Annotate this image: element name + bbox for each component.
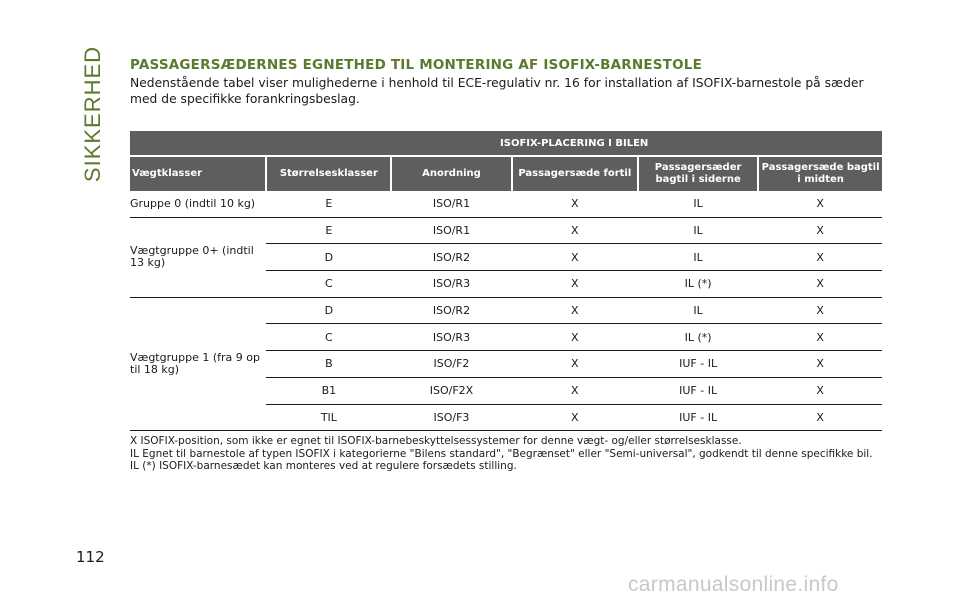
column-header: Størrelsesklasser: [266, 156, 391, 191]
table-cell: ISO/R3: [391, 324, 511, 351]
table-cell: IUF - IL: [638, 377, 758, 404]
table-cell: X: [512, 324, 639, 351]
table-cell: ISO/R1: [391, 191, 511, 217]
table-cell: ISO/R3: [391, 271, 511, 298]
page-number: 112: [76, 548, 105, 566]
table-cell: ISO/F2X: [391, 377, 511, 404]
table-cell: ISO/R2: [391, 297, 511, 324]
weight-class-cell: Gruppe 0 (indtil 10 kg): [130, 191, 266, 217]
table-cell: X: [758, 217, 882, 244]
table-cell: D: [266, 244, 391, 271]
intro-paragraph: Nedenstående tabel viser mulighederne i henhold til ECE-regulativ nr. 16 for installation af ISOFIX-barnestole på sæder med de specifikke forankringsbeslag.: [130, 76, 864, 106]
table-cell: C: [266, 324, 391, 351]
table-cell: X: [758, 244, 882, 271]
table-header-spacer: [130, 131, 266, 156]
table-cell: D: [266, 297, 391, 324]
column-header: Anordning: [391, 156, 511, 191]
table-cell: IL: [638, 217, 758, 244]
table-cell: IL (*): [638, 271, 758, 298]
table-cell: X: [512, 377, 639, 404]
weight-class-cell: Vægtgruppe 1 (fra 9 op til 18 kg): [130, 297, 266, 430]
legend-note: IL (*) ISOFIX-barnesædet kan monteres ved at regulere forsædets stilling.: [130, 460, 517, 473]
table-cell: C: [266, 271, 391, 298]
table-cell: ISO/R1: [391, 217, 511, 244]
table-cell: IL (*): [638, 324, 758, 351]
table-cell: IL: [638, 191, 758, 217]
table-cell: E: [266, 217, 391, 244]
table-cell: X: [512, 297, 639, 324]
table-cell: X: [512, 271, 639, 298]
legend-note: IL Egnet til barnestole af typen ISOFIX i kategorierne "Bilens standard", "Begrænset" eller "Semi-universal", godkendt til denne specifikke bil.: [130, 447, 873, 460]
table-cell: IL: [638, 297, 758, 324]
table-cell: X: [512, 217, 639, 244]
table-row: [130, 191, 882, 217]
column-header: Passagersæder bagtil i siderne: [638, 156, 758, 191]
table-cell: TIL: [266, 404, 391, 431]
table-cell: ISO/R2: [391, 244, 511, 271]
table-cell: E: [266, 191, 391, 217]
watermark-text: carmanualsonline.info: [628, 573, 839, 596]
table-cell: X: [512, 404, 639, 431]
table-cell: X: [758, 404, 882, 431]
table-cell: X: [758, 324, 882, 351]
table-cell: X: [758, 377, 882, 404]
legend-notes: [130, 435, 882, 473]
table-cell: IL: [638, 244, 758, 271]
column-header: Passagersæde fortil: [512, 156, 639, 191]
table-cell: X: [758, 191, 882, 217]
weight-class-cell: Vægtgruppe 0+ (indtil 13 kg): [130, 217, 266, 297]
table-body: [130, 191, 882, 431]
legend-note: X ISOFIX-position, som ikke er egnet til ISOFIX-barnebeskyttelsessystemer for denne vægt- og/eller størrelsesklasse.: [130, 435, 742, 448]
table-group-header: ISOFIX-PLACERING I BILEN: [266, 131, 882, 156]
section-side-tab-label: SIKKERHED: [80, 45, 105, 182]
table-cell: X: [758, 351, 882, 378]
isofix-table: [130, 131, 882, 431]
table-cell: X: [758, 271, 882, 298]
table-cell: X: [512, 191, 639, 217]
table-row: [130, 297, 882, 324]
table-cell: X: [512, 244, 639, 271]
column-header: Vægtklasser: [130, 156, 266, 191]
table-cell: B1: [266, 377, 391, 404]
column-header: Passagersæde bagtil i midten: [758, 156, 882, 191]
table-cell: ISO/F3: [391, 404, 511, 431]
main-content: [130, 57, 882, 473]
table-cell: X: [512, 351, 639, 378]
section-title: PASSAGERSÆDERNES EGNETHED TIL MONTERING AF ISOFIX-BARNESTOLE: [130, 57, 702, 73]
table-cell: IUF - IL: [638, 404, 758, 431]
table-cell: IUF - IL: [638, 351, 758, 378]
table-header-row: [130, 156, 882, 191]
table-cell: B: [266, 351, 391, 378]
table-cell: ISO/F2: [391, 351, 511, 378]
section-side-tab: [78, 46, 108, 181]
table-row: [130, 217, 882, 244]
table-cell: X: [758, 297, 882, 324]
